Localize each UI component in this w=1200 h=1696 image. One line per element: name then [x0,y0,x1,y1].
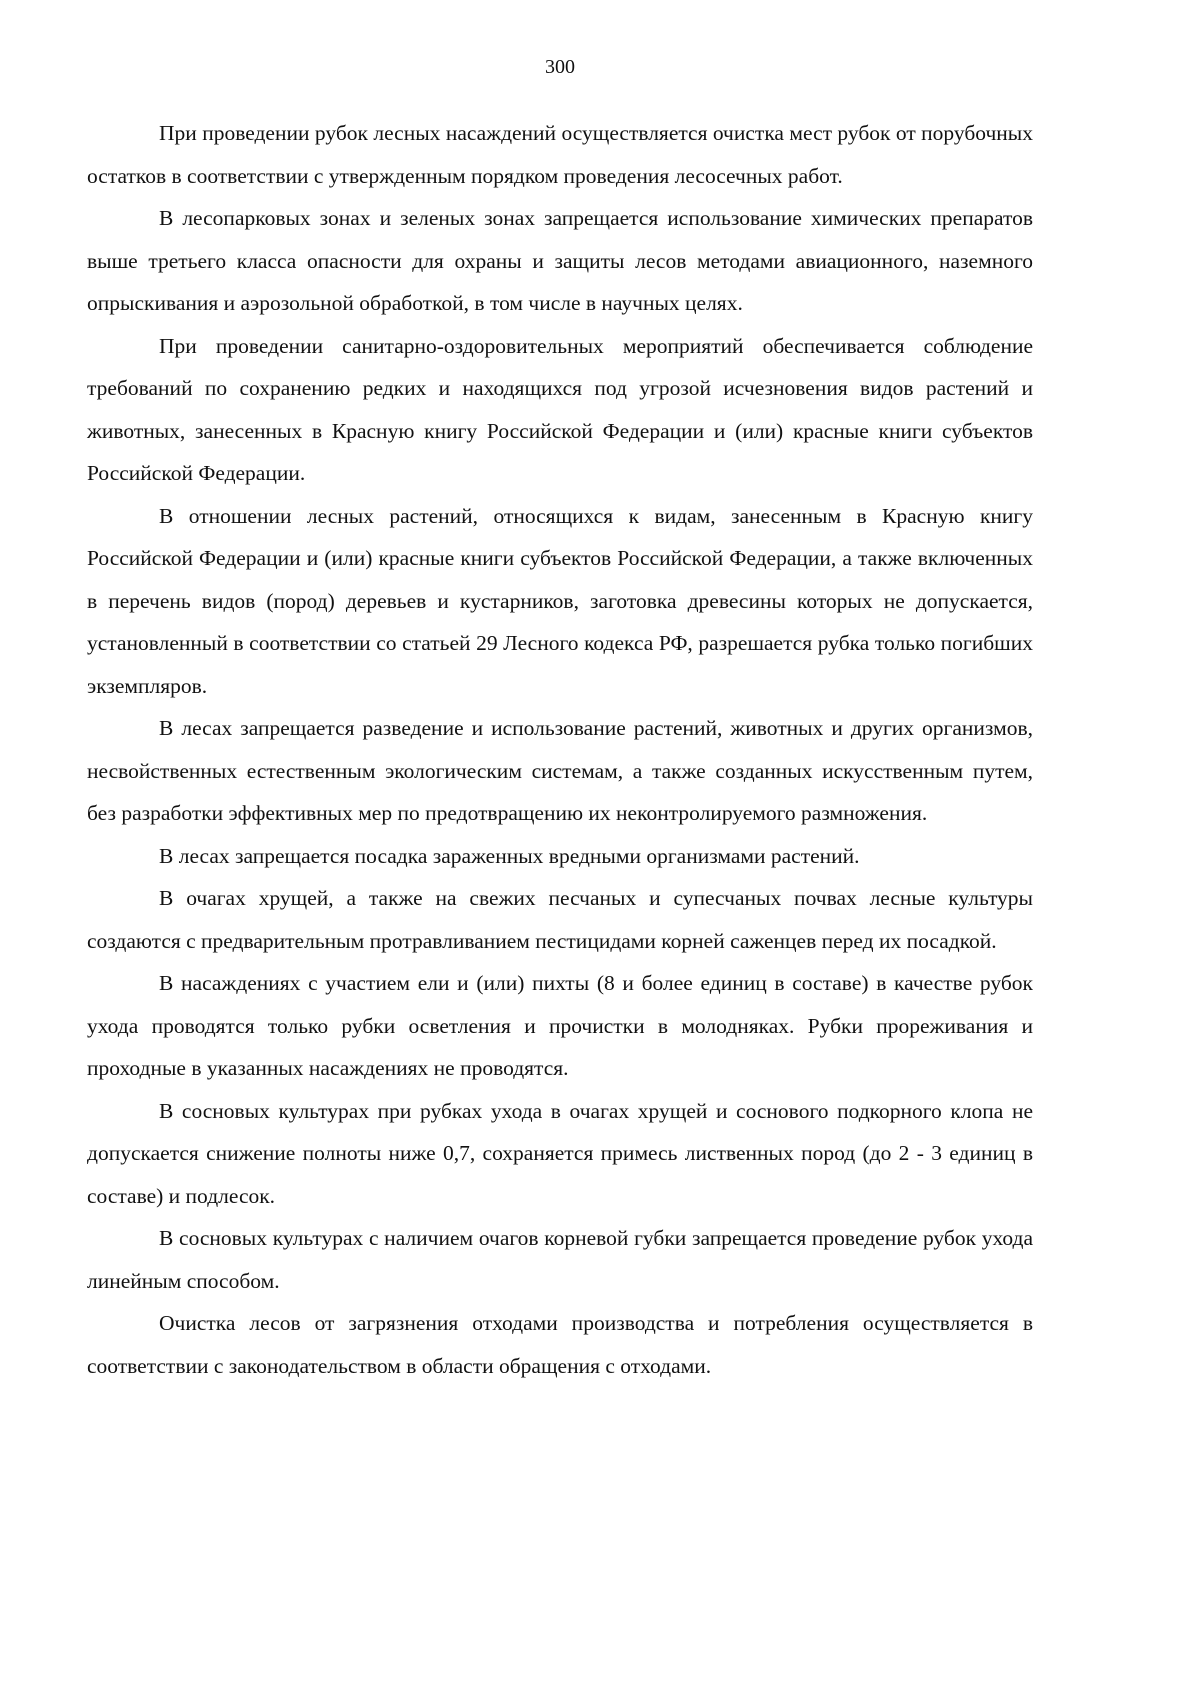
paragraph-waste-cleanup: Очистка лесов от загрязнения отходами производства и потребления осуществляется в соответствии с законодательством в области обращения с отходами. [87,1311,1033,1378]
document-body [87,112,1033,1387]
paragraph-chemical-ban: В лесопарковых зонах и зеленых зонах запрещается использование химических препаратов выше третьего класса опасности для охраны и защиты лесов методами авиационного, наземного опрыскивания и аэрозольной обработкой, в том числе в научных целях. [87,206,1033,315]
paragraph-logging-cleanup: При проведении рубок лесных насаждений осуществляется очистка мест рубок от порубочных остатков в соответствии с утвержденным порядком проведения лесосечных работ. [87,121,1033,188]
paragraph-spruce-fir-thinning: В насаждениях с участием ели и (или) пихты (8 и более единиц в составе) в качестве рубок ухода проводятся только рубки осветления и прочистки в молодняках. Рубки прореживания и проходные в указанных насаждениях не проводятся. [87,971,1033,1080]
paragraph-infected-planting: В лесах запрещается посадка зараженных вредными организмами растений. [159,843,860,868]
page-number: 300 [545,56,575,78]
paragraph-alien-organisms: В лесах запрещается разведение и использование растений, животных и других организмов, несвойственных естественным экологическим системам, а также созданных искусственным путем, без разработки эффективных мер по предотвращению их неконтролируемого размножения. [87,716,1033,825]
paragraph-cockchafer-cultures: В очагах хрущей, а также на свежих песчаных и супесчаных почвах лесные культуры создаются с предварительным протравливанием пестицидами корней саженцев перед их посадкой. [87,886,1033,953]
paragraph-red-book-protection: При проведении санитарно-оздоровительных мероприятий обеспечивается соблюдение требований по сохранению редких и находящихся под угрозой исчезновения видов растений и животных, занесенных в Красную книгу Российской Федерации и (или) красные книги субъектов Российской Федерации. [87,333,1033,485]
paragraph-root-fungus: В сосновых культурах с наличием очагов корневой губки запрещается проведение рубок ухода линейным способом. [87,1226,1033,1293]
paragraph-pine-density: В сосновых культурах при рубках ухода в очагах хрущей и соснового подкорного клопа не допускается снижение полноты ниже 0,7, сохраняется примесь лиственных пород (до 2 - 3 единиц в составе) и подлесок. [87,1098,1033,1208]
paragraph-protected-species-felling: В отношении лесных растений, относящихся к видам, занесенным в Красную книгу Российской Федерации и (или) красные книги субъектов Российской Федерации, а также включенных в перечень видов (пород) деревьев и кустарников, заготовка древесины которых не допускается, установленный в соответствии со статьей 29 Лесного кодекса РФ, разрешается рубка только погибших экземпляров. [87,503,1033,698]
